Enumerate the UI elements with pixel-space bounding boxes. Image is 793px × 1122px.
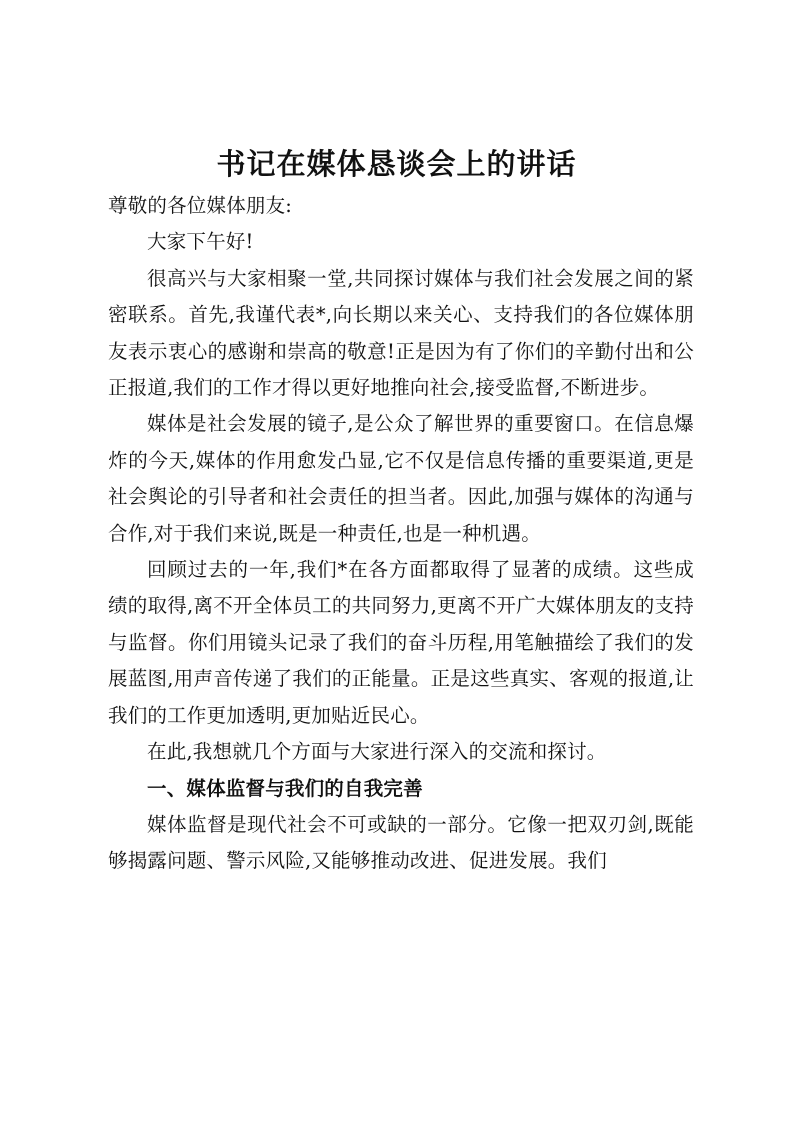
paragraph-1: 很高兴与大家相聚一堂,共同探讨媒体与我们社会发展之间的紧密联系。首先,我谨代表*,向长期以来关心、支持我们的各位媒体朋友表示衷心的感谢和崇高的敬意!正是因为有了你们的辛勤付出和公正报道,我们的工作才得以更好地推向社会,接受监督,不断进步。 (108, 266, 694, 400)
paragraph-3: 回顾过去的一年,我们*在各方面都取得了显著的成绩。这些成绩的取得,离不开全体员工的共同努力,更离不开广大媒体朋友的支持与监督。你们用镜头记录了我们的奋斗历程,用笔触描绘了我们的发展蓝图,用声音传递了我们的正能量。正是这些真实、客观的报道,让我们的工作更加透明,更加贴近民心。 (108, 558, 694, 727)
salutation: 尊敬的各位媒体朋友: (108, 194, 293, 217)
document-title: 书记在媒体恳谈会上的讲话 (216, 147, 577, 181)
paragraph-4: 在此,我想就几个方面与大家进行深入的交流和探讨。 (147, 740, 607, 764)
greeting: 大家下午好! (147, 230, 254, 254)
section-heading: 一、媒体监督与我们的自我完善 (147, 776, 423, 800)
section-paragraph: 媒体监督是现代社会不可或缺的一部分。它像一把双刃剑,既能够揭露问题、警示风险,又能够推动改进、促进发展。我们 (108, 812, 694, 873)
document-body (108, 188, 694, 880)
paragraph-2: 媒体是社会发展的镜子,是公众了解世界的重要窗口。在信息爆炸的今天,媒体的作用愈发凸显,它不仅是信息传播的重要渠道,更是社会舆论的引导者和社会责任的担当者。因此,加强与媒体的沟通与合作,对于我们来说,既是一种责任,也是一种机遇。 (108, 412, 694, 545)
